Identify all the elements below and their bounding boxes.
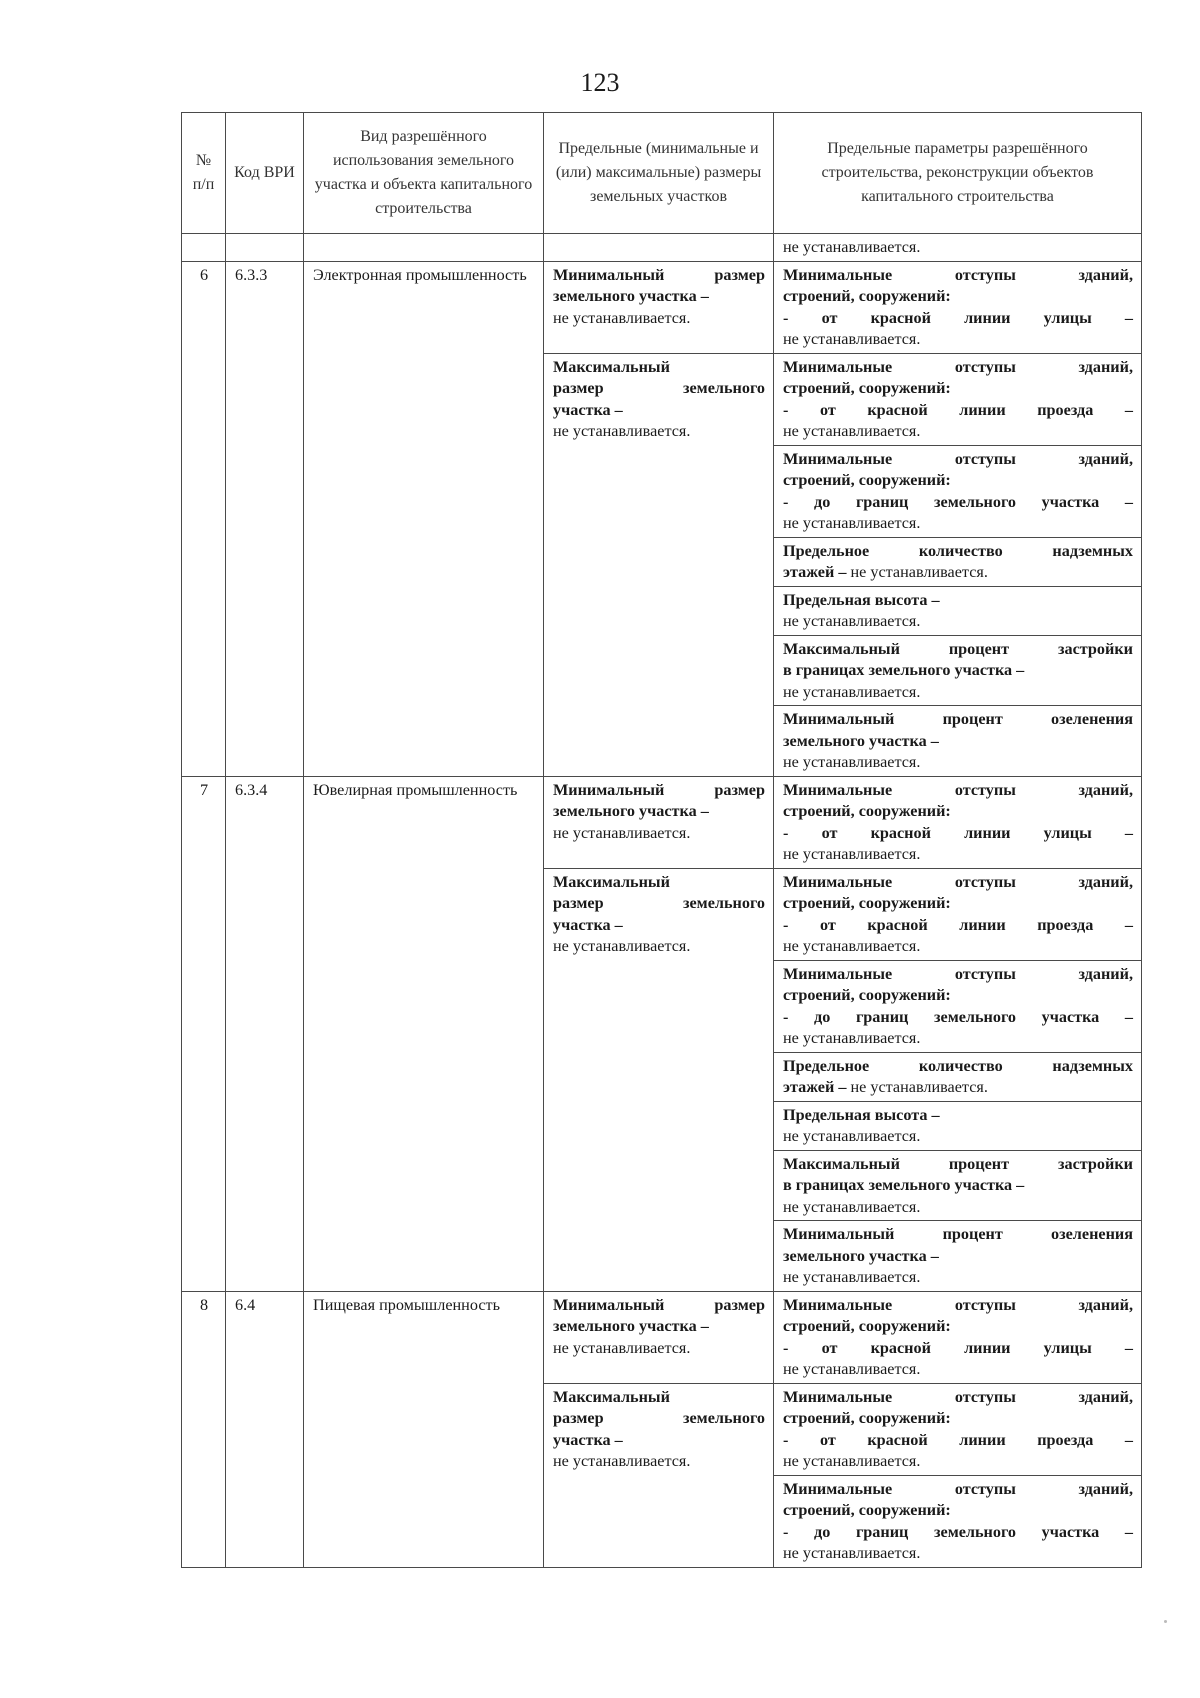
param-setback-boundary: Минимальные отступы зданий, строений, сооружений: - до границ земельного участка – не устанавливается. (774, 1475, 1142, 1567)
param-setback-driveway: Минимальные отступы зданий, строений, сооружений: - от красной линии проезда – не устанавливается. (774, 868, 1142, 960)
param-max-coverage: Максимальный процент застройки в границах земельного участка – не устанавливается. (774, 1150, 1142, 1221)
param-setback-street: Минимальные отступы зданий, строений, сооружений: - от красной линии улицы – не устанавливается. (774, 776, 1142, 868)
param-height: Предельная высота – не устанавливается. (774, 586, 1142, 635)
min-lot-size-cell: Минимальный размер земельного участка – не устанавливается. (544, 776, 774, 868)
row-number: 7 (182, 776, 226, 1291)
param-min-greening: Минимальный процент озеленения земельного участка – не устанавливается. (774, 706, 1142, 777)
table-header-row (182, 113, 1142, 234)
table-row (182, 776, 1142, 868)
zoning-table (181, 112, 1142, 1568)
row-use-type: Пищевая промышленность (304, 1291, 544, 1567)
row-number: 8 (182, 1291, 226, 1567)
row-number: 6 (182, 261, 226, 776)
param-setback-driveway: Минимальные отступы зданий, строений, сооружений: - от красной линии проезда – не устанавливается. (774, 353, 1142, 445)
header-build-params: Предельные параметры разрешённого строительства, реконструкции объектов капитального строительства (774, 113, 1142, 234)
header-lot-size: Предельные (минимальные и (или) максимальные) размеры земельных участков (544, 113, 774, 234)
continuation-row (182, 234, 1142, 262)
row-use-type: Электронная промышленность (304, 261, 544, 776)
row-code: 6.3.4 (226, 776, 304, 1291)
param-setback-boundary: Минимальные отступы зданий, строений, сооружений: - до границ земельного участка – не устанавливается. (774, 445, 1142, 537)
param-min-greening: Минимальный процент озеленения земельного участка – не устанавливается. (774, 1221, 1142, 1292)
min-lot-size-cell: Минимальный размер земельного участка – не устанавливается. (544, 1291, 774, 1383)
max-lot-size-cell: Максимальный размер земельного участка – не устанавливается. (544, 868, 774, 1291)
scan-speck (1164, 1620, 1167, 1623)
param-setback-street: Минимальные отступы зданий, строений, сооружений: - от красной линии улицы – не устанавливается. (774, 1291, 1142, 1383)
param-setback-street: Минимальные отступы зданий, строений, сооружений: - от красной линии улицы – не устанавливается. (774, 261, 1142, 353)
param-floors: Предельное количество надземных этажей – не устанавливается. (774, 1052, 1142, 1101)
row-use-type: Ювелирная промышленность (304, 776, 544, 1291)
table-row (182, 1291, 1142, 1383)
param-floors: Предельное количество надземных этажей – не устанавливается. (774, 537, 1142, 586)
header-use-type: Вид разрешённого использования земельного участка и объекта капитального строительства (304, 113, 544, 234)
param-height: Предельная высота – не устанавливается. (774, 1101, 1142, 1150)
header-num: № п/п (182, 113, 226, 234)
max-lot-size-cell: Максимальный размер земельного участка – не устанавливается. (544, 353, 774, 776)
continuation-text: не устанавливается. (774, 234, 1142, 262)
page-number: 123 (580, 68, 620, 97)
header-code: Код ВРИ (226, 113, 304, 234)
min-lot-size-cell: Минимальный размер земельного участка – не устанавливается. (544, 261, 774, 353)
max-lot-size-cell: Максимальный размер земельного участка – не устанавливается. (544, 1383, 774, 1567)
param-setback-driveway: Минимальные отступы зданий, строений, сооружений: - от красной линии проезда – не устанавливается. (774, 1383, 1142, 1475)
param-setback-boundary: Минимальные отступы зданий, строений, сооружений: - до границ земельного участка – не устанавливается. (774, 960, 1142, 1052)
row-code: 6.3.3 (226, 261, 304, 776)
table-row (182, 261, 1142, 353)
param-max-coverage: Максимальный процент застройки в границах земельного участка – не устанавливается. (774, 635, 1142, 706)
row-code: 6.4 (226, 1291, 304, 1567)
